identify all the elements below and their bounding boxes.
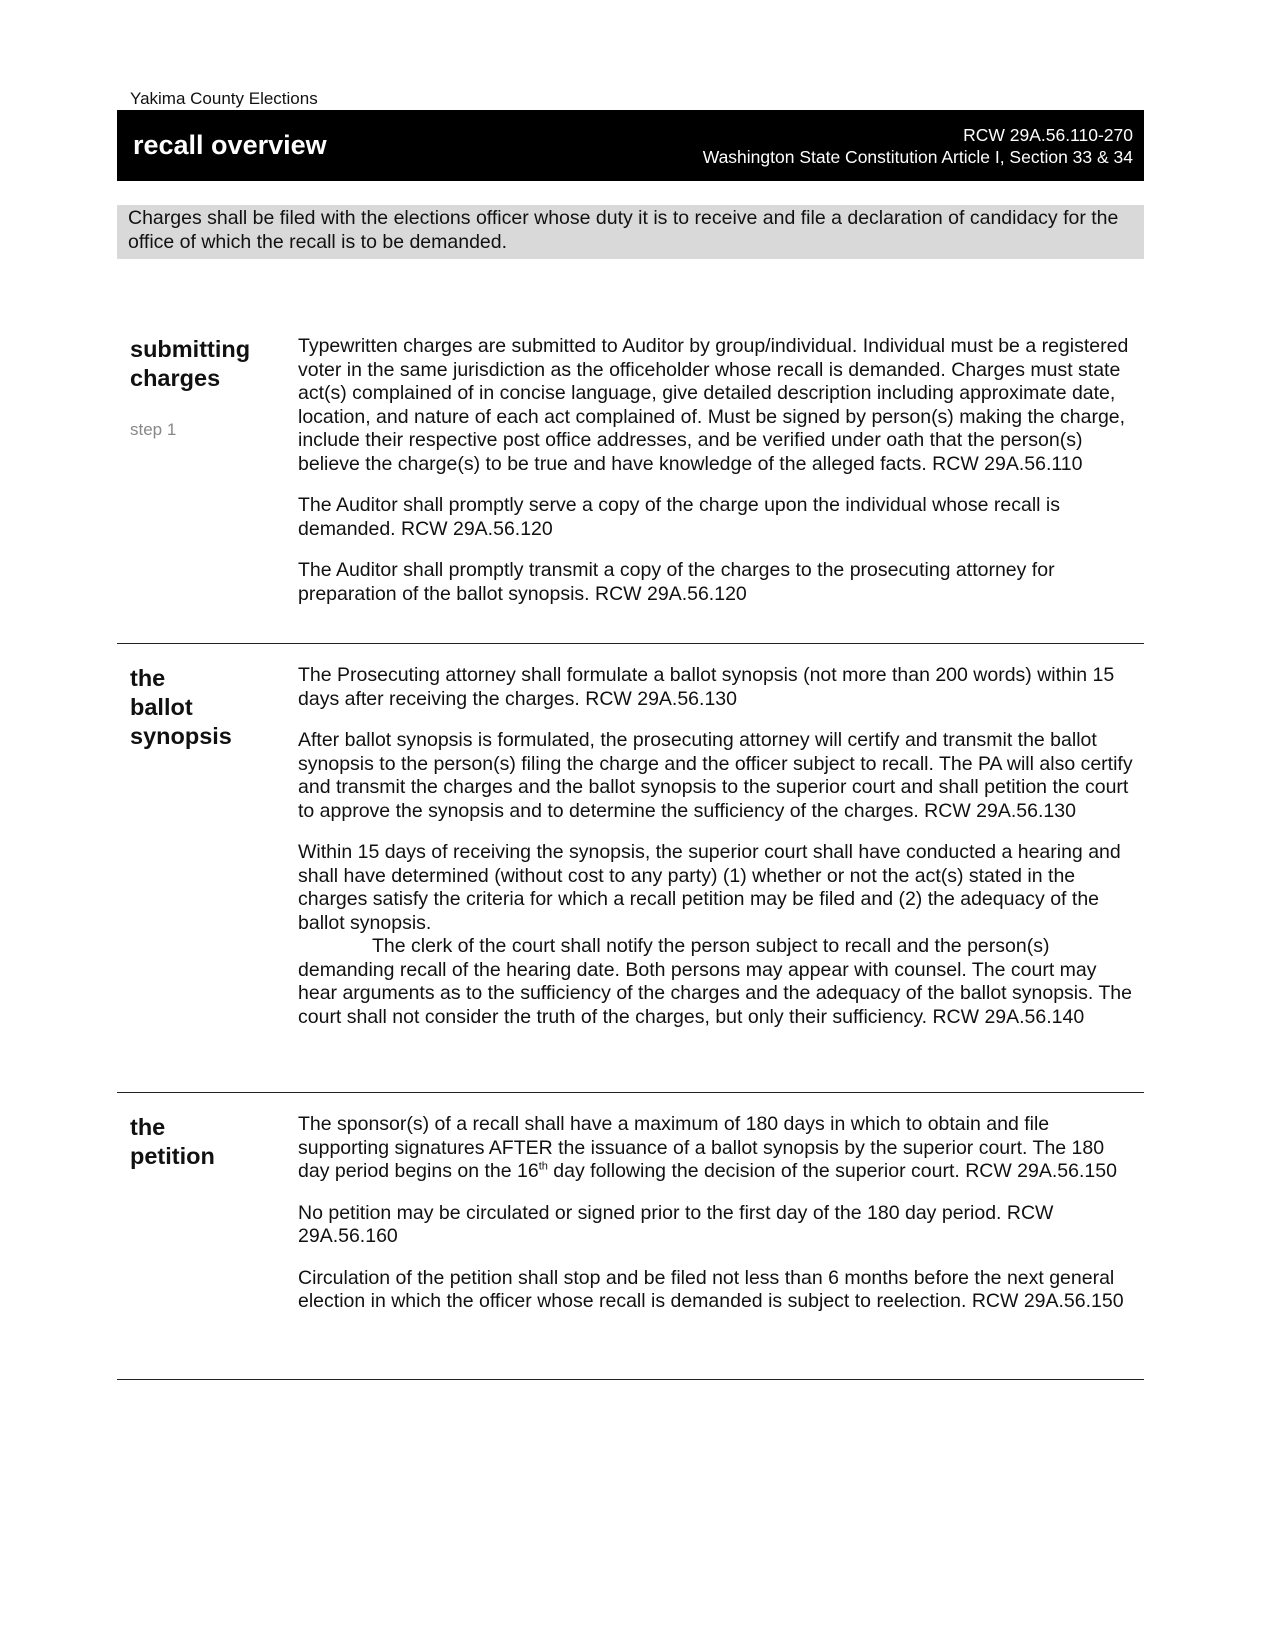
statute-references xyxy=(703,124,1133,168)
statute-ref-constitution: Washington State Constitution Article I, Section 33 & 34 xyxy=(702,147,1133,167)
paragraph: The Auditor shall promptly transmit a copy of the charges to the prosecuting attorney for preparation of the ballot synopsis. RCW 29A.56.120 xyxy=(298,559,1055,605)
section-title: the petition xyxy=(130,1114,215,1169)
organization-name: Yakima County Elections xyxy=(130,89,318,108)
paragraph: The clerk of the court shall notify the person subject to recall and the person(s) demanding recall of the hearing date. Both persons may appear with counsel. The court may hear arguments as to the sufficiency of the charges and the adequacy of the ballot synopsis. The court shall not consider the truth of the charges, but only their sufficiency. RCW 29A.56.140 xyxy=(298,935,1132,1028)
section-body xyxy=(298,664,1140,1047)
paragraph: Within 15 days of receiving the synopsis, the superior court shall have conducted a hearing and shall have determined (without cost to any party) (1) whether or not the act(s) stated in the charges satisfy the criteria for which a recall petition may be filed and (2) the adequacy of the ballot synopsis. xyxy=(298,841,1121,934)
paragraph: No petition may be circulated or signed prior to the first day of the 180 day period. RCW 29A.56.160 xyxy=(298,1201,1054,1247)
paragraph: The sponsor(s) of a recall shall have a maximum of 180 days in which to obtain and file supporting signatures AFTER the issuance of a ballot synopsis by the superior court. The 180 day period begins on the 16th day following the decision of the superior court. RCW 29A.56.150 xyxy=(298,1113,1117,1182)
paragraph: Circulation of the petition shall stop and be filed not less than 6 months before the next general election in which the officer whose recall is demanded is subject to reelection. RCW 29A.56.150 xyxy=(298,1266,1124,1312)
section-ballot-synopsis xyxy=(117,644,1144,1093)
paragraph: The Prosecuting attorney shall formulate a ballot synopsis (not more than 200 words) within 15 days after receiving the charges. RCW 29A.56.130 xyxy=(298,664,1115,710)
section-petition xyxy=(117,1093,1144,1380)
section-body xyxy=(298,1113,1140,1332)
paragraph: The Auditor shall promptly serve a copy of the charge upon the individual whose recall is demanded. RCW 29A.56.120 xyxy=(298,494,1061,540)
section-submitting-charges xyxy=(117,331,1144,644)
paragraph: Typewritten charges are submitted to Auditor by group/individual. Individual must be a registered voter in the same jurisdiction as the officeholder whose recall is demanded. Charges must state act(s) complained of in concise language, give detailed description including approximate date, location, and nature of each act complained of. Must be signed by person(s) making the charge, include their respective post office addresses, and be verified under oath that the person(s) believe the charge(s) to be true and have knowledge of the alleged facts. RCW 29A.56.110 xyxy=(298,335,1129,475)
paragraph: After ballot synopsis is formulated, the prosecuting attorney will certify and transmit the ballot synopsis to the person(s) filing the charge and the officer subject to recall. The PA will also certify and transmit the charges and the ballot synopsis to the superior court and shall petition the court to approve the synopsis and to determine the sufficiency of the charges. RCW 29A.56.130 xyxy=(298,729,1133,822)
intro-note: Charges shall be filed with the elections officer whose duty it is to receive and file a declaration of candidacy for the office of which the recall is to be demanded. xyxy=(117,205,1144,259)
title-banner xyxy=(117,110,1144,181)
page-title: recall overview xyxy=(133,130,327,160)
statute-ref-rcw: RCW 29A.56.110-270 xyxy=(963,125,1133,145)
section-body xyxy=(298,335,1140,624)
section-title: the ballot synopsis xyxy=(130,665,232,749)
section-title: submitting charges xyxy=(130,336,251,391)
step-label: step 1 xyxy=(130,420,177,439)
